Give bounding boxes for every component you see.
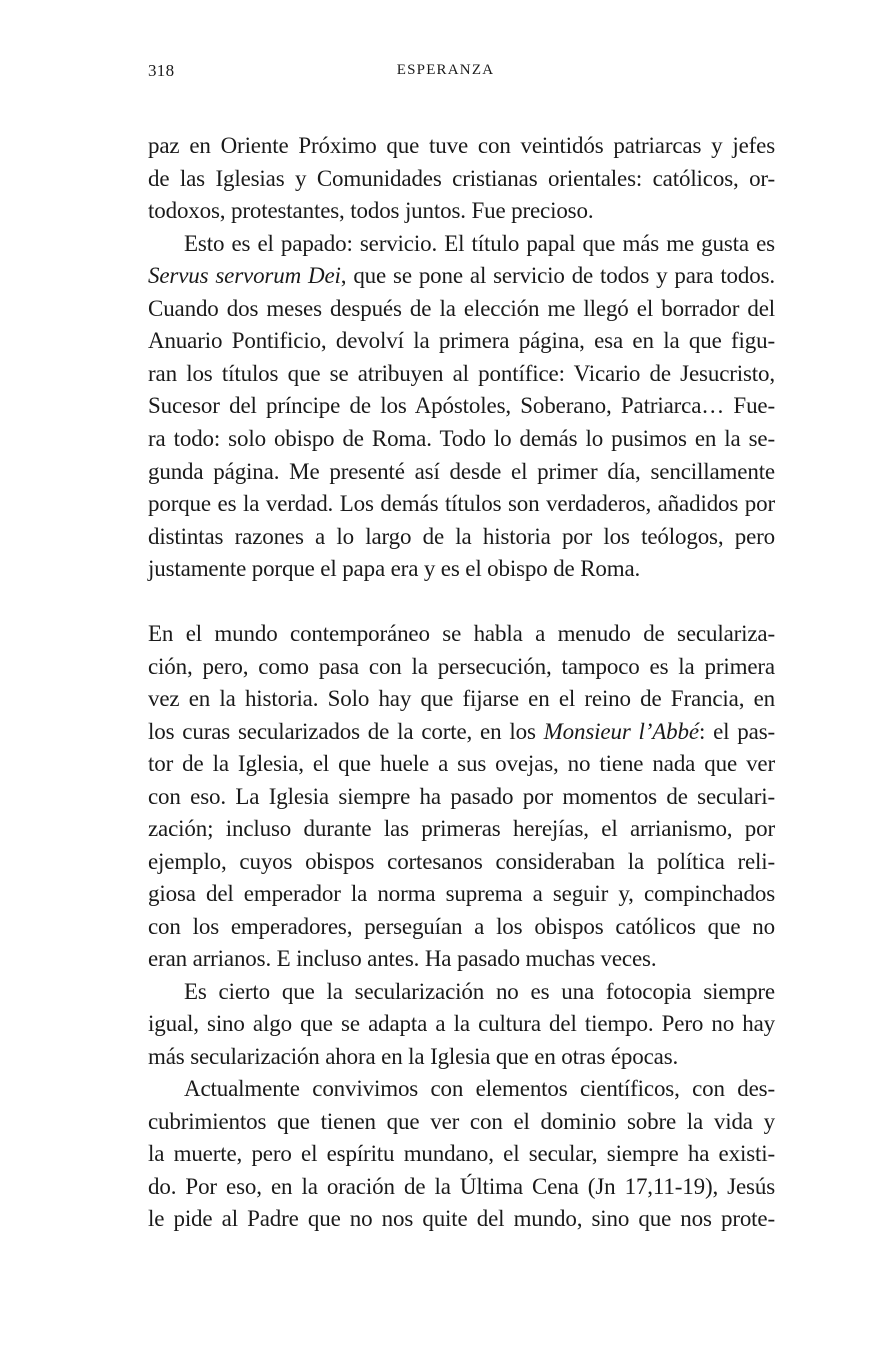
text-line: Sucesor del príncipe de los Apóstoles, Soberano, Patriarca… Fue- (148, 393, 775, 418)
text-line: más secularización ahora en la Iglesia que en otras épocas. (148, 1044, 679, 1069)
italic-phrase: Servus servorum Dei (148, 263, 341, 288)
text-line: Es cierto que la secularización no es una fotocopia siempre (184, 979, 775, 1004)
text-span: los curas secularizados de la corte, en los (148, 719, 544, 744)
text-line: vez en la historia. Solo hay que fijarse en el reino de Francia, en (148, 686, 775, 711)
text-line: igual, sino algo que se adapta a la cultura del tiempo. Pero no hay (148, 1011, 775, 1036)
italic-phrase: Monsieur l’Abbé (543, 719, 699, 744)
text-line: con los emperadores, perseguían a los obispos católicos que no (148, 914, 775, 939)
page-number: 318 (148, 61, 175, 80)
text-line: ción, pero, como pasa con la persecución, tampoco es la primera (148, 654, 775, 679)
text-line: Actualmente convivimos con elementos científicos, con des- (184, 1076, 775, 1101)
text-line: distintas razones a lo largo de la historia por los teólogos, pero (148, 524, 775, 549)
text-line: Esto es el papado: servicio. El título papal que más me gusta es (184, 231, 775, 256)
text-line: la muerte, pero el espíritu mundano, el secular, siempre ha existi- (148, 1141, 775, 1166)
text-line: ejemplo, cuyos obispos cortesanos consideraban la política reli- (148, 849, 775, 874)
text-line: Cuando dos meses después de la elección me llegó el borrador del (148, 296, 775, 321)
text-line: ran los títulos que se atribuyen al pontífice: Vicario de Jesucristo, (148, 361, 775, 386)
text-line: porque es la verdad. Los demás títulos son verdaderos, añadidos por (148, 491, 775, 516)
text-line (148, 716, 775, 748)
running-title: ESPERANZA (396, 62, 495, 78)
text-line: Anuario Pontificio, devolví la primera página, esa en la que figu- (148, 328, 775, 353)
text-span: : el pas- (698, 719, 775, 744)
text-line: cubrimientos que tienen que ver con el dominio sobre la vida y (148, 1109, 775, 1134)
text-line: ra todo: solo obispo de Roma. Todo lo demás lo pusimos en la se- (148, 426, 775, 451)
text-line: con eso. La Iglesia siempre ha pasado por momentos de seculari- (148, 784, 775, 809)
text-line (148, 260, 775, 292)
text-line: de las Iglesias y Comunidades cristianas orientales: católicos, or- (148, 166, 775, 191)
text-line: eran arrianos. E incluso antes. Ha pasado muchas veces. (148, 946, 657, 971)
text-line: tor de la Iglesia, el que huele a sus ovejas, no tiene nada que ver (148, 751, 775, 776)
text-span: , que se pone al servicio de todos y para todos. (340, 263, 776, 288)
text-line: todoxos, protestantes, todos juntos. Fue precioso. (148, 198, 594, 223)
text-line: do. Por eso, en la oración de la Última Cena (Jn 17,11-19), Jesús (148, 1174, 775, 1199)
text-line: paz en Oriente Próximo que tuve con veintidós patriarcas y jefes (148, 133, 775, 158)
text-line: En el mundo contemporáneo se habla a menudo de seculariza- (148, 621, 775, 646)
text-line: zación; incluso durante las primeras herejías, el arrianismo, por (148, 816, 775, 841)
text-line: giosa del emperador la norma suprema a seguir y, compinchados (148, 881, 775, 906)
text-line: justamente porque el papa era y es el obispo de Roma. (148, 556, 641, 581)
text-line: gunda página. Me presenté así desde el primer día, sencillamente (148, 459, 775, 484)
text-line: le pide al Padre que no nos quite del mundo, sino que nos prote- (148, 1206, 775, 1231)
